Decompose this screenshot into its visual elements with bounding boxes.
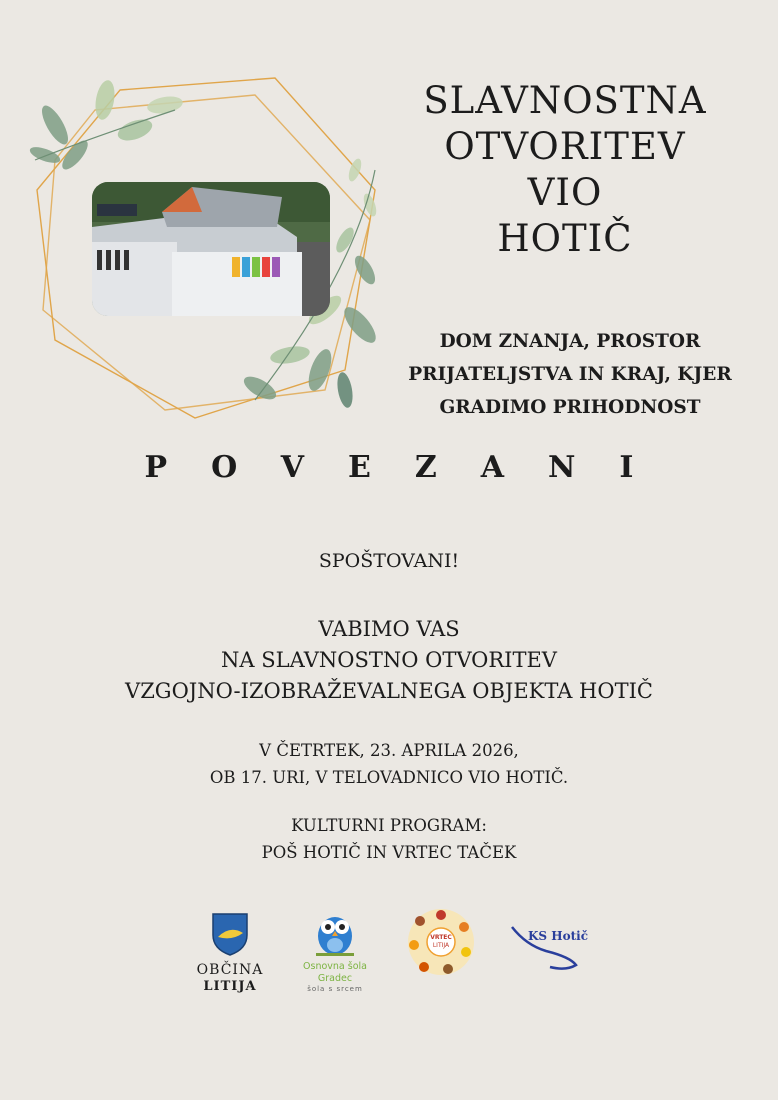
owl-icon bbox=[310, 909, 360, 957]
tagline-line: GRADIMO PRIHODNOST bbox=[439, 397, 701, 418]
event-datetime bbox=[0, 737, 778, 791]
ks-hotic-logo bbox=[506, 925, 590, 975]
coat-of-arms-icon bbox=[210, 911, 250, 957]
program-line: KULTURNI PROGRAM: bbox=[291, 816, 487, 835]
sponsor-logos bbox=[0, 905, 778, 1015]
event-title bbox=[395, 78, 735, 262]
title-line: OTVORITEV bbox=[444, 125, 686, 168]
tagline-line: PRIJATELJSTVA IN KRAJ, KJER bbox=[408, 364, 732, 385]
greeting: SPOŠTOVANI! bbox=[318, 550, 460, 572]
invitation-line: VZGOJNO-IZOBRAŽEVALNEGA OBJEKTA HOTIČ bbox=[125, 679, 653, 703]
invitation-line: NA SLAVNOSTNO OTVORITEV bbox=[221, 648, 557, 672]
litija-label: LITIJA bbox=[203, 979, 257, 994]
program-line: POŠ HOTIČ IN VRTEC TAČEK bbox=[261, 843, 517, 862]
datetime-line: OB 17. URI, V TELOVADNICO VIO HOTIČ. bbox=[209, 768, 569, 787]
title-line: VIO bbox=[527, 171, 603, 214]
os-gradec-logo bbox=[285, 909, 385, 993]
vrtec-place: LITIJA bbox=[432, 942, 450, 949]
tagline bbox=[385, 325, 755, 424]
vrtec-label: VRTEC bbox=[430, 934, 452, 941]
invitation bbox=[0, 614, 778, 707]
school-name: Osnovna šola Gradec bbox=[303, 961, 367, 984]
building-photo bbox=[92, 182, 330, 316]
invitation-line: VABIMO VAS bbox=[318, 617, 460, 641]
title-line: SLAVNOSTNA bbox=[423, 79, 707, 122]
obcina-label: OBČINA bbox=[196, 962, 264, 978]
datetime-line: V ČETRTEK, 23. APRILA 2026, bbox=[259, 741, 519, 760]
motto: POVEZANI bbox=[144, 450, 678, 485]
school-motto: šola s srcem bbox=[307, 985, 363, 993]
tagline-line: DOM ZNANJA, PROSTOR bbox=[439, 331, 701, 352]
vrtec-litija-logo bbox=[406, 907, 476, 977]
obcina-litija-logo bbox=[190, 911, 270, 995]
title-line: HOTIČ bbox=[497, 217, 633, 260]
ks-label: KS Hotič bbox=[528, 929, 589, 943]
cultural-program bbox=[0, 812, 778, 866]
